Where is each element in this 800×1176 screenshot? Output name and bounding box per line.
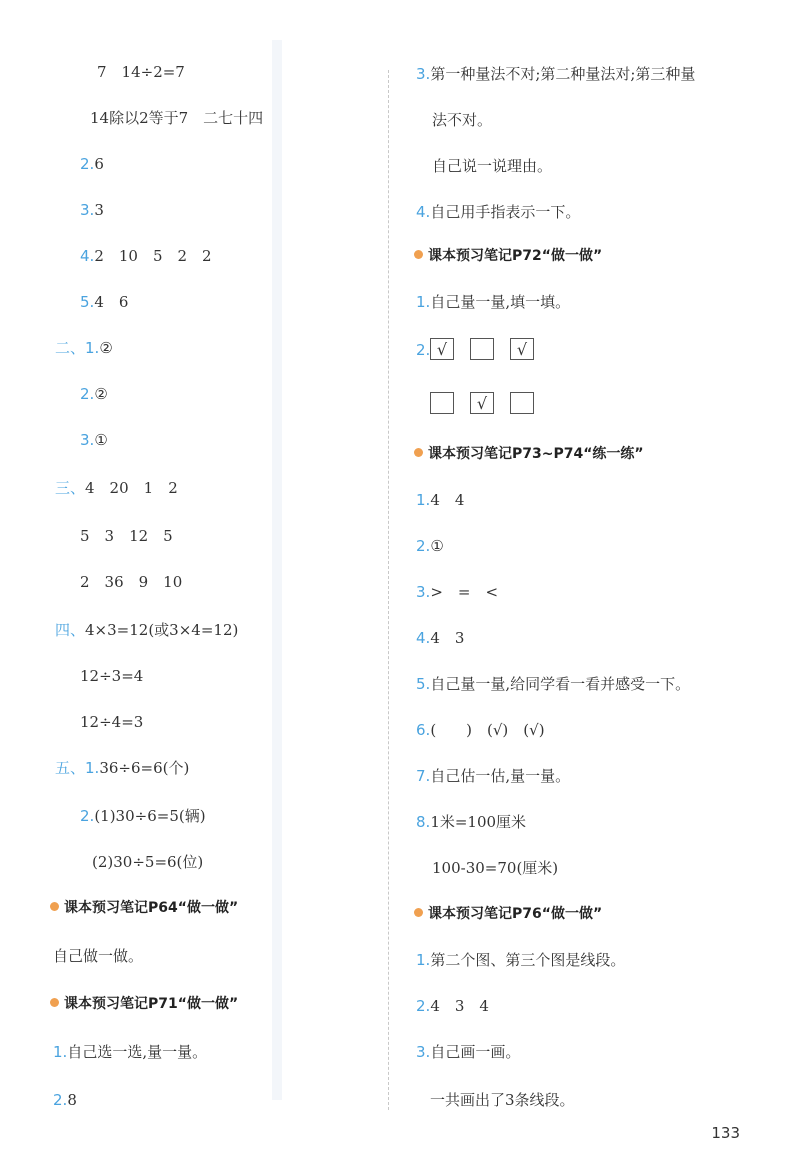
item-number: 3. [416, 583, 431, 601]
answer-text: > = < [430, 583, 499, 601]
answer-line [55, 758, 189, 778]
answer-text: 4 4 [430, 491, 465, 509]
section-title: 课本预习笔记P64“做一做” [64, 900, 239, 916]
answer-line [416, 490, 464, 510]
section-title: 课本预习笔记P72“做一做” [428, 248, 603, 264]
answer-line [80, 246, 212, 266]
answer-text: 1米=100厘米 [430, 813, 527, 831]
item-number: 3. [416, 1043, 431, 1061]
answer-text: 6 [94, 155, 104, 173]
checkbox [470, 338, 494, 360]
answer-text: 第一种量法不对;第二种量法对;第三种量 [430, 65, 696, 83]
answer-line: 12÷3=4 [80, 667, 144, 685]
answer-text: 自己量一量,给同学看一看并感受一下。 [430, 675, 691, 693]
answer-text: 自己画一画。 [430, 1043, 521, 1061]
answer-text: 4 3 [430, 629, 465, 647]
answer-line: (2)30÷5=6(位) [92, 853, 204, 871]
bullet-dot-icon [50, 902, 59, 911]
item-number: 四、 [55, 621, 86, 639]
item-number: 5. [80, 293, 95, 311]
item-number: 3. [80, 201, 95, 219]
item-number: 1. [53, 1043, 68, 1061]
answer-text: 3 [94, 201, 104, 219]
answer-line [416, 766, 570, 786]
answer-line [416, 582, 498, 602]
answer-text: 4×3=12(或3×4=12) [85, 621, 239, 639]
item-number: 3. [80, 431, 95, 449]
item-number: 2. [416, 537, 431, 555]
item-number: 2. [416, 997, 431, 1015]
answer-text: 2 10 5 2 2 [94, 247, 212, 265]
item-number: 4. [416, 203, 431, 221]
answer-line [53, 1042, 207, 1062]
answer-line [416, 64, 695, 84]
answer-line: 14除以2等于7 二七十四 [90, 109, 264, 127]
answer-line [80, 384, 108, 404]
bullet-dot-icon [414, 448, 423, 457]
item-number: 1. [416, 491, 431, 509]
item-number: 8. [416, 813, 431, 831]
answer-line [416, 628, 464, 648]
item-number: 3. [416, 65, 431, 83]
answer-line [416, 292, 570, 312]
bullet-dot-icon [414, 250, 423, 259]
answer-line [80, 430, 108, 450]
answer-text: ② [94, 385, 108, 403]
checkbox: √ [470, 392, 494, 414]
answer-text: (1)30÷6=5(辆) [94, 807, 206, 825]
answer-line: 100-30=70(厘米) [432, 859, 559, 877]
answer-text: ① [430, 537, 444, 555]
item-number: 2. [416, 341, 431, 359]
section-header [50, 898, 238, 918]
bullet-dot-icon [414, 908, 423, 917]
section-title: 课本预习笔记P73~P74“练一练” [428, 446, 644, 462]
answer-text: 36÷6=6(个) [99, 759, 190, 777]
checkbox [510, 392, 534, 414]
answer-line [416, 202, 580, 222]
item-number: 2. [80, 385, 95, 403]
answer-line [80, 292, 128, 312]
item-number: 1. [416, 293, 431, 311]
answer-text: ① [94, 431, 108, 449]
answer-line [55, 478, 178, 498]
answer-line: 7 14÷2=7 [97, 63, 185, 81]
item-number: 4. [80, 247, 95, 265]
answer-line [416, 674, 690, 694]
section-header [414, 444, 644, 464]
margin-strip [272, 40, 282, 1100]
item-number: 7. [416, 767, 431, 785]
answer-line: 法不对。 [432, 111, 493, 129]
answer-text: 自己估一估,量一量。 [430, 767, 571, 785]
answer-text: 4 20 1 2 [85, 479, 178, 497]
checkbox [430, 392, 454, 414]
answer-line [416, 340, 430, 360]
answer-line [416, 720, 545, 740]
section-header [50, 994, 238, 1014]
answer-line [53, 1090, 77, 1110]
answer-text: 4 6 [94, 293, 129, 311]
answer-line [80, 154, 104, 174]
item-number: 二、1. [55, 339, 100, 357]
item-number: 5. [416, 675, 431, 693]
item-number: 4. [416, 629, 431, 647]
bullet-dot-icon [50, 998, 59, 1007]
section-title: 课本预习笔记P71“做一做” [64, 996, 239, 1012]
answer-text: 8 [67, 1091, 77, 1109]
answer-line [416, 996, 489, 1016]
answer-line: 自己说一说理由。 [432, 157, 553, 175]
answer-text: 自己量一量,填一填。 [430, 293, 571, 311]
answer-line [416, 812, 526, 832]
section-title: 课本预习笔记P76“做一做” [428, 906, 603, 922]
answer-line [416, 1042, 520, 1062]
answer-line: 自己做一做。 [53, 947, 144, 965]
answer-line: 12÷4=3 [80, 713, 144, 731]
item-number: 1. [416, 951, 431, 969]
answer-line [416, 536, 444, 556]
answer-line [55, 620, 238, 640]
answer-text: 第二个图、第三个图是线段。 [430, 951, 626, 969]
column-divider [388, 70, 389, 1110]
answer-text: ( ) (√) (√) [430, 721, 545, 739]
item-number: 三、 [55, 479, 86, 497]
checkbox: √ [510, 338, 534, 360]
answer-line [80, 200, 104, 220]
section-header [414, 904, 602, 924]
section-header [414, 246, 602, 266]
answer-line [416, 950, 625, 970]
item-number: 2. [53, 1091, 68, 1109]
answer-text: ② [99, 339, 113, 357]
answer-line: 5 3 12 5 [80, 527, 173, 545]
answer-line: 一共画出了3条线段。 [430, 1091, 575, 1109]
item-number: 2. [80, 807, 95, 825]
answer-line: 2 36 9 10 [80, 573, 183, 591]
answer-line [55, 338, 113, 358]
page-number: 133 [711, 1124, 740, 1142]
answer-text: 自己选一选,量一量。 [67, 1043, 208, 1061]
answer-text: 4 3 4 [430, 997, 489, 1015]
item-number: 6. [416, 721, 431, 739]
item-number: 2. [80, 155, 95, 173]
answer-line [80, 806, 206, 826]
item-number: 五、1. [55, 759, 100, 777]
answer-text: 自己用手指表示一下。 [430, 203, 581, 221]
checkbox: √ [430, 338, 454, 360]
